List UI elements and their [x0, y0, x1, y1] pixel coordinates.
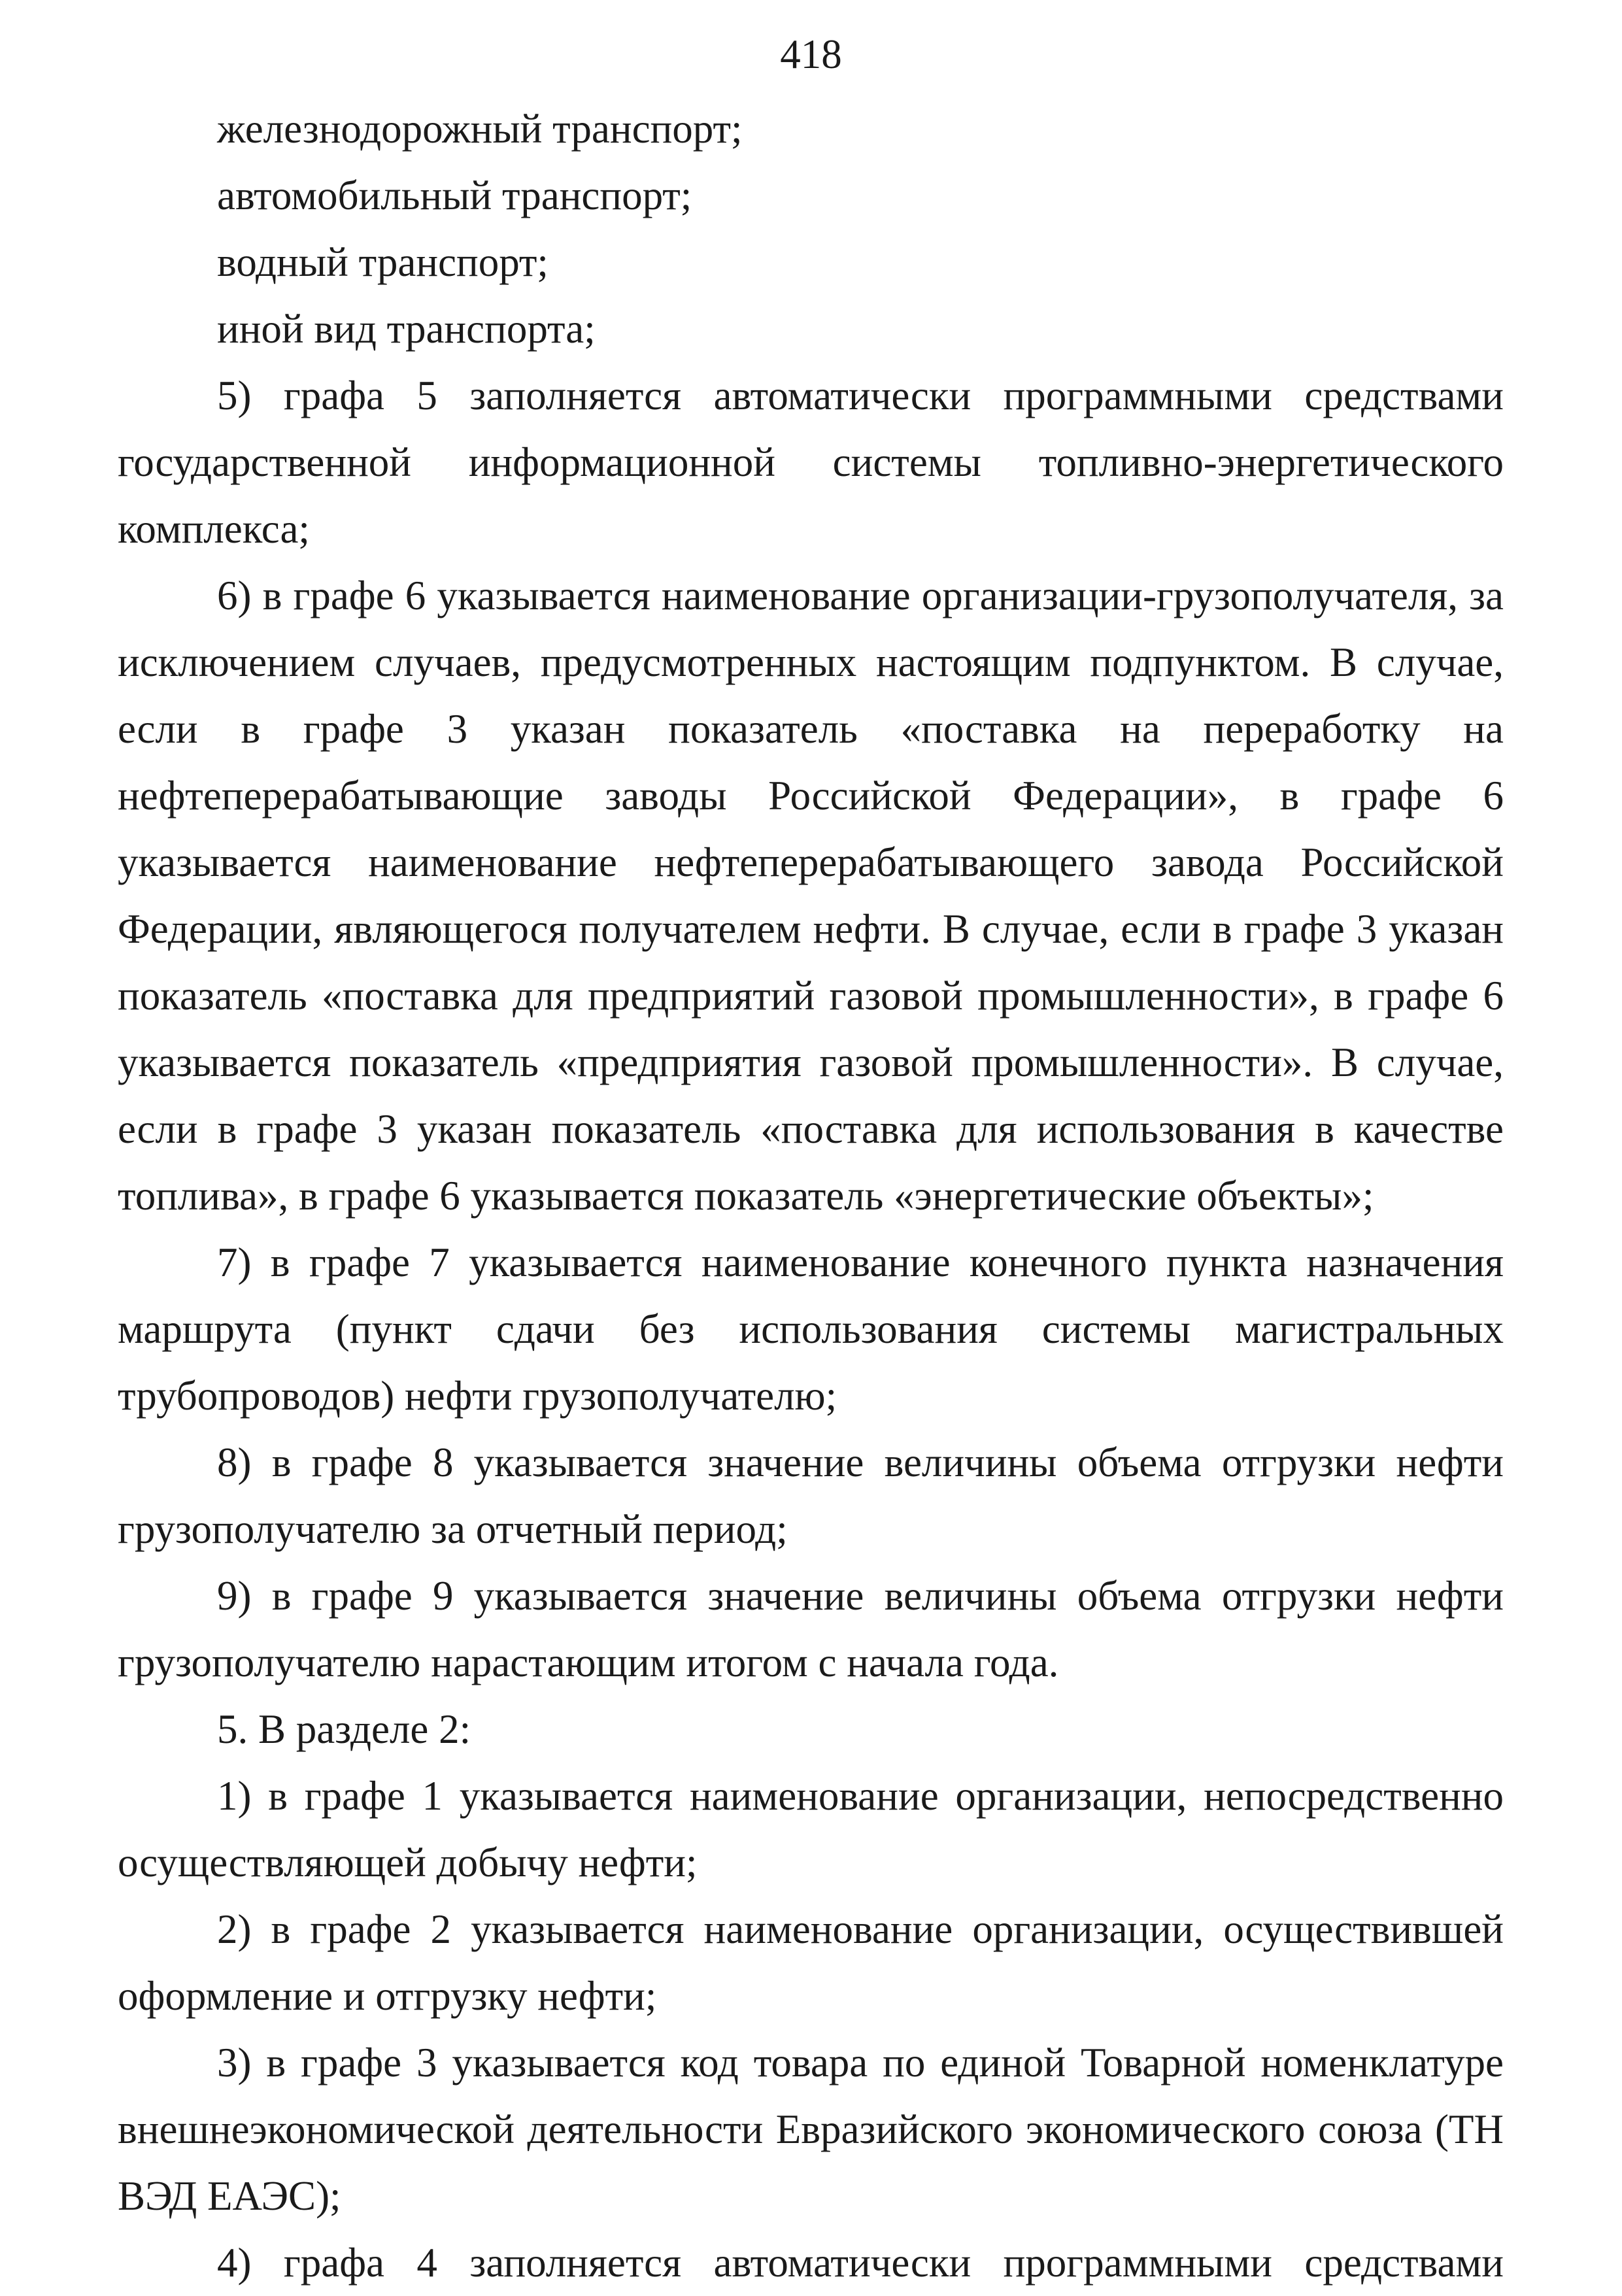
paragraph-item-6-column-6: 6) в графе 6 указывается наименование организации-грузополучателя, за исключением случаев, предусмотренных настоящим подпунктом. В случае, если в графе 3 указан показатель «поставка на переработку на нефтеперерабатывающие заводы Российской Федерации», в графе 6 указывается наименование нефтеперерабатывающего завода Российской Федерации, являющегося получателем нефти. В случае, если в графе 3 указан показатель «поставка для предприятий газовой промышленности», в графе 6 указывается показатель «предприятия газовой промышленности». В случае, если в графе 3 указан показатель «поставка для использования в качестве топлива», в графе 6 указывается показатель «энергетические объекты»;	[118, 573, 1504, 1219]
paragraph-water-transport: водный транспорт;	[217, 239, 549, 285]
paragraph-section-2-item-4: 4) графа 4 заполняется автоматически программными средствами	[217, 2240, 1504, 2286]
paragraph-section-2-item-3: 3) в графе 3 указывается код товара по единой Товарной номенклатуре внешнеэкономической деятельности Евразийского экономического союза (ТН ВЭД ЕАЭС);	[118, 2040, 1504, 2219]
paragraph-section-2-item-1: 1) в графе 1 указывается наименование организации, непосредственно осуществляющей добычу нефти;	[118, 1773, 1504, 1885]
paragraph-item-9-column-9: 9) в графе 9 указывается значение величины объема отгрузки нефти грузополучателю нарастающим итогом с начала года.	[118, 1573, 1504, 1685]
document-body	[118, 95, 1504, 2296]
paragraph-item-7-column-7: 7) в графе 7 указывается наименование конечного пункта назначения маршрута (пункт сдачи без использования системы магистральных трубопроводов) нефти грузополучателю;	[118, 1240, 1504, 1419]
paragraph-rail-transport: железнодорожный транспорт;	[217, 106, 743, 152]
paragraph-road-transport: автомобильный транспорт;	[217, 173, 692, 218]
paragraph-item-8-column-8: 8) в графе 8 указывается значение величины объема отгрузки нефти грузополучателю за отчетный период;	[118, 1440, 1504, 1552]
page-number: 418	[780, 31, 842, 77]
paragraph-item-5-column-5: 5) графа 5 заполняется автоматически программными средствами государственной информационной системы топливно-энергетического комплекса;	[118, 373, 1504, 552]
paragraph-section-2-item-2: 2) в графе 2 указывается наименование организации, осуществившей оформление и отгрузку нефти;	[118, 1906, 1504, 2019]
paragraph-section-2-heading: 5. В разделе 2:	[217, 1706, 471, 1752]
paragraph-other-transport: иной вид транспорта;	[217, 306, 596, 352]
